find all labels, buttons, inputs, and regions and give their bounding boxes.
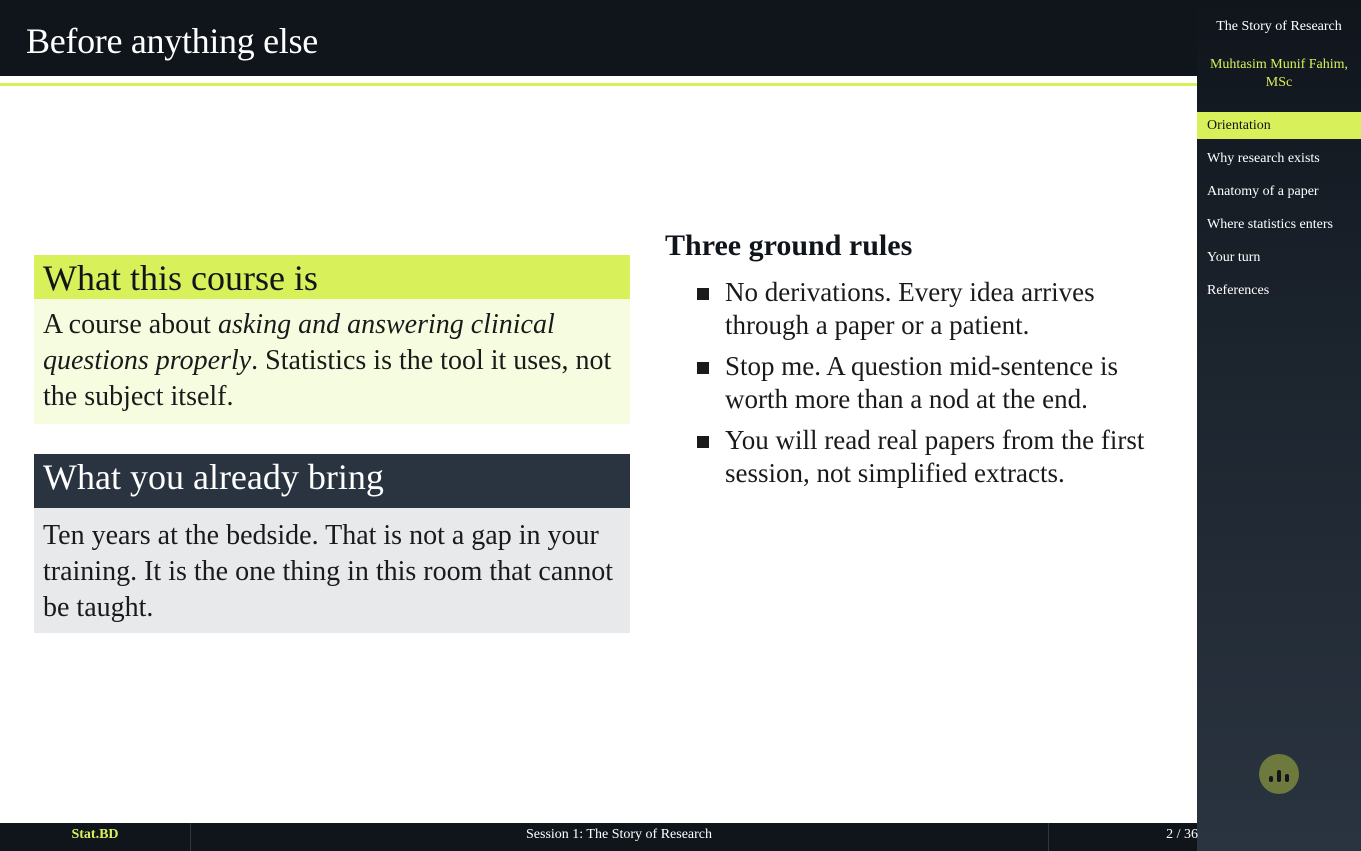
sidebar <box>1197 0 1361 851</box>
already-bring-block <box>34 454 630 633</box>
sidebar-item-anatomy-of-a-paper[interactable]: Anatomy of a paper <box>1207 184 1319 199</box>
sidebar-item-orientation[interactable]: Orientation <box>1197 112 1361 139</box>
course-is-title: What this course is <box>34 255 630 299</box>
square-bullet-icon <box>697 436 709 448</box>
course-is-body-emphasis: asking and answering clinical questions properly <box>43 309 555 376</box>
course-is-body-prefix: A course about <box>43 309 218 340</box>
ground-rule-text: You will read real papers from the first session, not simplified extracts. <box>725 425 1145 488</box>
ground-rule-text: Stop me. A question mid-sentence is worth more than a nod at the end. <box>725 351 1118 414</box>
sidebar-item-why-research-exists[interactable]: Why research exists <box>1207 151 1320 166</box>
course-is-body-suffix: . Statistics is the tool it uses, not the subject itself. <box>43 345 612 412</box>
deck-title: The Story of Research <box>1216 19 1342 34</box>
list-item <box>697 276 1177 342</box>
already-bring-body: Ten years at the bedside. That is not a gap in your training. It is the one thing in this room that cannot be taught. <box>34 508 630 633</box>
sidebar-nav <box>1197 112 1361 310</box>
author-name: Muhtasim Munif Fahim, MSc <box>1209 57 1349 90</box>
footer-brand: Stat.BD <box>0 823 191 851</box>
slide-title: Before anything else <box>26 21 318 61</box>
already-bring-title: What you already bring <box>34 454 630 508</box>
list-item <box>697 350 1177 416</box>
sidebar-item-references[interactable]: References <box>1207 283 1270 298</box>
square-bullet-icon <box>697 362 709 374</box>
list-item <box>697 424 1177 490</box>
sidebar-item-where-statistics-enters[interactable]: Where statistics enters <box>1207 217 1333 232</box>
slide-header <box>0 0 1197 76</box>
ground-rule-text: No derivations. Every idea arrives through a paper or a patient. <box>725 277 1095 340</box>
footer-session-title: Session 1: The Story of Research <box>526 827 712 842</box>
footer-page-number-cell <box>1048 823 1198 851</box>
ground-rules-list <box>697 276 1177 498</box>
sidebar-item-your-turn[interactable]: Your turn <box>1207 250 1261 265</box>
course-is-body <box>34 299 630 424</box>
ground-rules-heading: Three ground rules <box>665 229 913 262</box>
slide-footer <box>0 823 1197 851</box>
course-is-block <box>34 255 630 424</box>
header-divider <box>0 83 1197 86</box>
bar-chart-circle-icon <box>1259 754 1299 794</box>
page-number: 2 / 36 <box>1166 827 1198 842</box>
square-bullet-icon <box>697 288 709 300</box>
